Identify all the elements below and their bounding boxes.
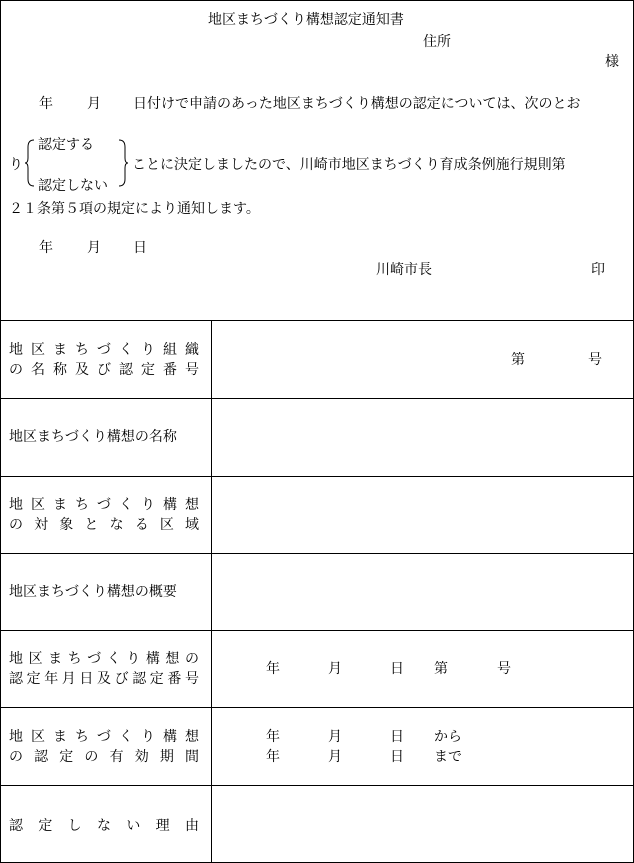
body-line-1: 日付けで申請のあった地区まちづくり構想の認定については、次のとお xyxy=(133,96,581,112)
table-row-summary-label: 地区まちづくり構想の概要 xyxy=(9,584,177,600)
address-label: 住所 xyxy=(423,34,451,50)
row-divider xyxy=(1,707,633,708)
table-top-border xyxy=(1,320,633,321)
row-divider xyxy=(1,630,633,631)
document-title: 地区まちづくり構想認定通知書 xyxy=(208,12,404,28)
table-row-approval-date-label: 地区まちづくり構想の 認定年月日及び認定番号 xyxy=(9,651,199,687)
validity-to-suffix: まで xyxy=(434,749,462,765)
row-divider xyxy=(1,553,633,554)
approval-year-unit: 年 xyxy=(266,661,280,677)
table-row-org-name-label: 地区まちづくり組織 の名称及び認定番号 xyxy=(9,342,199,378)
column-divider xyxy=(211,320,212,862)
notice-day-unit: 日 xyxy=(133,240,147,256)
approval-month-unit: 月 xyxy=(328,661,342,677)
table-row-plan-name-label: 地区まちづくり構想の名称 xyxy=(9,429,177,445)
validity-to-year-unit: 年 xyxy=(266,749,280,765)
table-row-denial-reason-label: 認定しない理由 xyxy=(9,818,199,834)
body-line-3: ２１条第５項の規定により通知します。 xyxy=(9,201,260,217)
request-month-unit: 月 xyxy=(87,96,101,112)
request-year-unit: 年 xyxy=(39,96,53,112)
org-number-prefix: 第 xyxy=(511,352,525,368)
right-brace-icon xyxy=(118,139,128,187)
validity-from-day-unit: 日 xyxy=(390,729,404,745)
validity-to-month-unit: 月 xyxy=(328,749,342,765)
option-approve: 認定する xyxy=(38,137,94,153)
table-row-validity-label: 地区まちづくり構想 の認定の有効期間 xyxy=(9,729,199,765)
notice-month-unit: 月 xyxy=(87,240,101,256)
approval-day-unit: 日 xyxy=(390,661,404,677)
notice-year-unit: 年 xyxy=(39,240,53,256)
left-brace-icon xyxy=(25,139,35,187)
row-divider xyxy=(1,476,633,477)
table-row-target-area-label: 地区まちづくり構想 の対象となる区域 xyxy=(9,497,199,533)
seal-mark: 印 xyxy=(591,262,605,278)
approval-number-prefix: 第 xyxy=(434,661,448,677)
body-line-2: ことに決定しましたので、川崎市地区まちづくり育成条例施行規則第 xyxy=(132,157,566,173)
honorific: 様 xyxy=(605,54,619,70)
approval-number-suffix: 号 xyxy=(497,661,511,677)
option-deny: 認定しない xyxy=(38,178,108,194)
row-divider xyxy=(1,785,633,786)
body-line-2-lead: り xyxy=(9,157,23,173)
validity-from-year-unit: 年 xyxy=(266,729,280,745)
validity-from-suffix: から xyxy=(434,729,462,745)
validity-to-day-unit: 日 xyxy=(390,749,404,765)
validity-from-month-unit: 月 xyxy=(328,729,342,745)
mayor-signature: 川崎市長 xyxy=(376,262,432,278)
row-divider xyxy=(1,398,633,399)
org-number-suffix: 号 xyxy=(588,352,602,368)
